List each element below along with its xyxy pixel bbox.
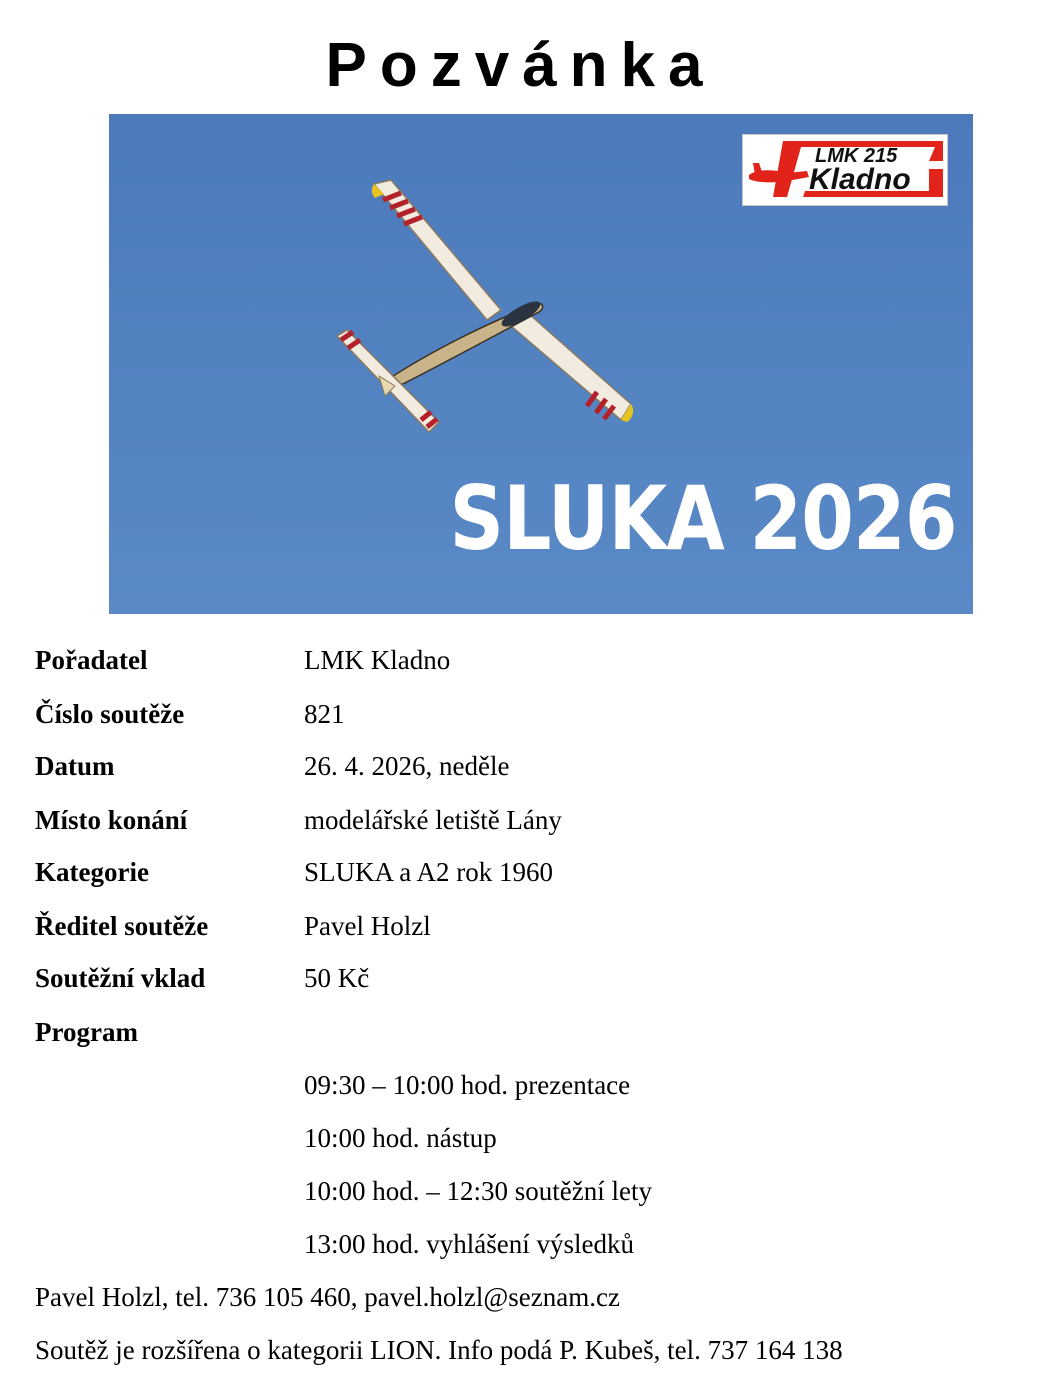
detail-label: Číslo soutěže bbox=[35, 699, 185, 729]
detail-row-date bbox=[35, 746, 1015, 786]
detail-value: LMK Kladno bbox=[304, 645, 451, 675]
detail-row-competition-number bbox=[35, 694, 1015, 734]
detail-row-director bbox=[35, 906, 1015, 946]
contact-line: Pavel Holzl, tel. 736 105 460, pavel.holzl@seznam.cz bbox=[35, 1282, 620, 1312]
event-headline: SLUKA 2026 bbox=[449, 467, 957, 570]
detail-value: 50 Kč bbox=[304, 963, 370, 993]
detail-value: 26. 4. 2026, neděle bbox=[304, 751, 510, 781]
page-title: Pozvánka bbox=[325, 31, 716, 100]
program-item: 09:30 – 10:00 hod. prezentace bbox=[304, 1070, 631, 1100]
detail-label: Datum bbox=[35, 751, 115, 781]
detail-label: Ředitel soutěže bbox=[35, 911, 209, 941]
club-logo bbox=[742, 134, 948, 206]
detail-value: SLUKA a A2 rok 1960 bbox=[304, 857, 553, 887]
detail-value: modelářské letiště Lány bbox=[304, 805, 562, 835]
detail-label: Kategorie bbox=[35, 857, 149, 887]
header-photo bbox=[109, 114, 973, 614]
detail-label: Soutěžní vklad bbox=[35, 963, 206, 993]
detail-label: Pořadatel bbox=[35, 645, 148, 675]
program-item: 10:00 hod. – 12:30 soutěžní lety bbox=[304, 1176, 652, 1206]
note-line: Soutěž je rozšířena o kategorii LION. Info podá P. Kubeš, tel. 737 164 138 bbox=[35, 1335, 843, 1365]
detail-row-fee bbox=[35, 958, 1015, 998]
program-item: 13:00 hod. vyhlášení výsledků bbox=[304, 1229, 634, 1259]
detail-row-program bbox=[35, 1012, 1015, 1052]
detail-row-organizer bbox=[35, 640, 1015, 680]
detail-row-venue bbox=[35, 800, 1015, 840]
detail-label: Program bbox=[35, 1017, 138, 1047]
detail-row-category bbox=[35, 852, 1015, 892]
detail-value: 821 bbox=[304, 699, 345, 729]
logo-line2: Kladno bbox=[809, 163, 911, 196]
logo-line1: LMK 215 bbox=[815, 145, 898, 167]
detail-label: Místo konání bbox=[35, 805, 188, 835]
program-item: 10:00 hod. nástup bbox=[304, 1123, 497, 1153]
detail-value: Pavel Holzl bbox=[304, 911, 431, 941]
